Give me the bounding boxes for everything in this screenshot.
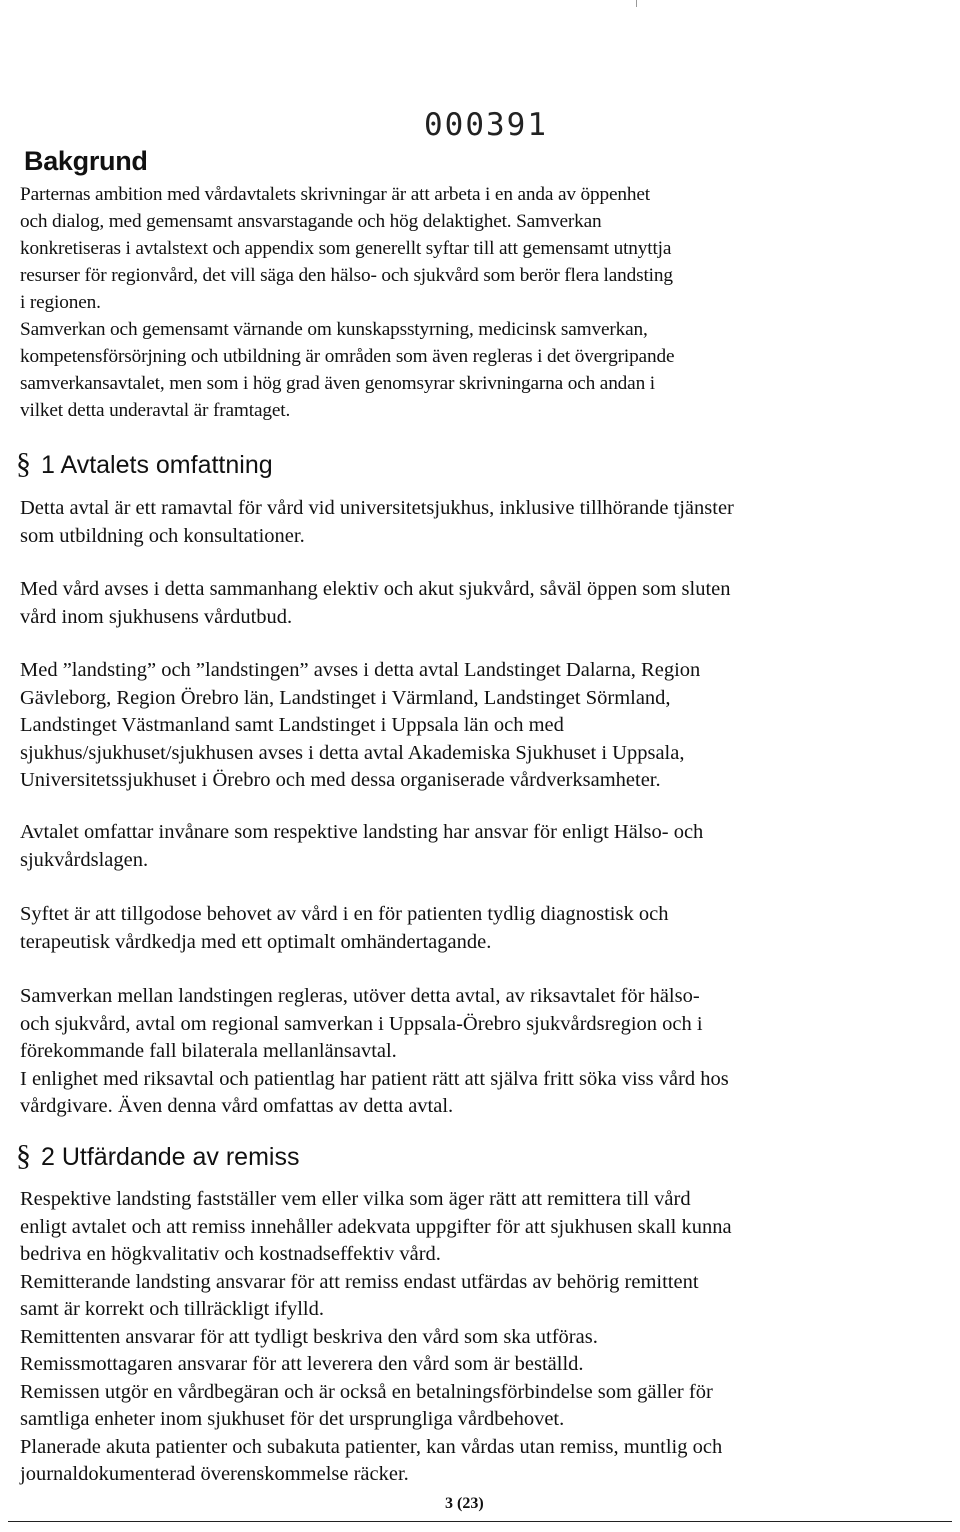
section-symbol: §	[16, 447, 31, 480]
text-line: sjukvårdslagen.	[20, 848, 149, 871]
paragraph-bakgrund	[20, 181, 952, 424]
text-line: Gävleborg, Region Örebro län, Landstinget i Värmland, Landstinget Sörmland,	[20, 686, 671, 709]
text-line: konkretiseras i avtalstext och appendix som generellt syftar till att gemensamt utnyttja	[20, 238, 672, 259]
text-line: samt är korrekt och tillräckligt ifylld.	[20, 1298, 324, 1320]
section-1-title: 1 Avtalets omfattning	[41, 451, 273, 479]
text-line: kompetensförsörjning och utbildning är områden som även regleras i det övergripande	[20, 346, 675, 367]
text-line: som utbildning och konsultationer.	[20, 524, 305, 547]
text-line: terapeutisk vårdkedja med ett optimalt omhändertagande.	[20, 930, 492, 953]
text-line: Syftet är att tillgodose behovet av vård i en för patienten tydlig diagnostisk och	[20, 903, 669, 925]
text-line: Samverkan och gemensamt värnande om kunskapsstyrning, medicinsk samverkan,	[20, 319, 648, 340]
text-line: resurser för regionvård, det vill säga den hälso- och sjukvård som berör flera landsting	[20, 265, 673, 286]
paragraph-referral	[20, 1186, 952, 1489]
text-line: samtliga enheter inom sjukhuset för det ursprungliga vårdbehovet.	[20, 1408, 565, 1430]
scan-mark	[636, 0, 637, 7]
text-line: Remitterande landsting ansvarar för att remiss endast utfärdas av behörig remittent	[20, 1270, 699, 1293]
text-line: I enlighet med riksavtal och patientlag har patient rätt att själva fritt söka viss vård hos	[20, 1067, 729, 1090]
text-line: Med ”landsting” och ”landstingen” avses i detta avtal Landstinget Dalarna, Region	[20, 659, 701, 681]
text-line: Avtalet omfattar invånare som respektive landsting har ansvar för enligt Hälso- och	[20, 821, 704, 843]
section-1-heading	[16, 447, 273, 481]
text-line: och sjukvård, avtal om regional samverkan i Uppsala-Örebro sjukvårdsregion och i	[20, 1012, 703, 1035]
document-stamp-number: 000391	[424, 107, 548, 143]
text-line: Remittenten ansvarar för att tydligt beskriva den vård som ska utföras.	[20, 1325, 598, 1348]
section-2-heading	[16, 1139, 299, 1173]
text-line: sjukhus/sjukhuset/sjukhusen avses i detta avtal Akademiska Sjukhuset i Uppsala,	[20, 741, 685, 764]
text-line: Med vård avses i detta sammanhang elektiv och akut sjukvård, såväl öppen som sluten	[20, 578, 731, 600]
text-line: vårdgivare. Även denna vård omfattas av detta avtal.	[20, 1095, 454, 1117]
paragraph-landsting-definition	[20, 657, 952, 795]
text-line: Respektive landsting fastställer vem eller vilka som äger rätt att remittera till vård	[20, 1188, 691, 1210]
text-line: samverkansavtalet, men som i hög grad även genomsyrar skrivningarna och andan i	[20, 373, 655, 394]
text-line: Parternas ambition med vårdavtalets skrivningar är att arbeta i en anda av öppenhet	[20, 184, 651, 205]
paragraph-scope	[20, 495, 952, 550]
text-line: i regionen.	[20, 292, 101, 313]
section-symbol: §	[16, 1139, 31, 1172]
heading-bakgrund: Bakgrund	[24, 146, 148, 176]
text-line: Universitetssjukhuset i Örebro och med dessa organiserade vårdverksamheter.	[20, 769, 661, 791]
paragraph-care-definition	[20, 576, 952, 631]
text-line: Landstinget Västmanland samt Landstinget i Uppsala län och med	[20, 714, 564, 736]
paragraph-purpose	[20, 901, 952, 956]
footer-rule	[8, 1521, 952, 1522]
section-2-title: 2 Utfärdande av remiss	[41, 1143, 300, 1171]
text-line: vård inom sjukhusens vårdutbud.	[20, 605, 293, 628]
text-line: förekommande fall bilaterala mellanlänsavtal.	[20, 1040, 397, 1062]
text-line: och dialog, med gemensamt ansvarstagande och hög delaktighet. Samverkan	[20, 211, 602, 232]
text-line: Remissen utgör en vårdbegäran och är också en betalningsförbindelse som gäller för	[20, 1380, 713, 1403]
paragraph-regulation	[20, 983, 952, 1121]
text-line: Remissmottagaren ansvarar för att leverera den vård som är beställd.	[20, 1353, 584, 1375]
text-line: enligt avtalet och att remiss innehåller adekvata uppgifter för att sjukhusen skall kunna	[20, 1215, 732, 1238]
text-line: Planerade akuta patienter och subakuta patienter, kan vårdas utan remiss, muntlig och	[20, 1435, 723, 1458]
page-number: 3 (23)	[445, 1495, 484, 1512]
text-line: Detta avtal är ett ramavtal för vård vid universitetsjukhus, inklusive tillhörande tjänster	[20, 497, 734, 519]
text-line: bedriva en högkvalitativ och kostnadseffektiv vård.	[20, 1243, 441, 1265]
text-line: journaldokumenterad överenskommelse räcker.	[20, 1463, 409, 1485]
text-line: vilket detta underavtal är framtaget.	[20, 400, 291, 421]
paragraph-inhabitants	[20, 819, 952, 874]
text-line: Samverkan mellan landstingen regleras, utöver detta avtal, av riksavtalet för hälso-	[20, 985, 700, 1007]
